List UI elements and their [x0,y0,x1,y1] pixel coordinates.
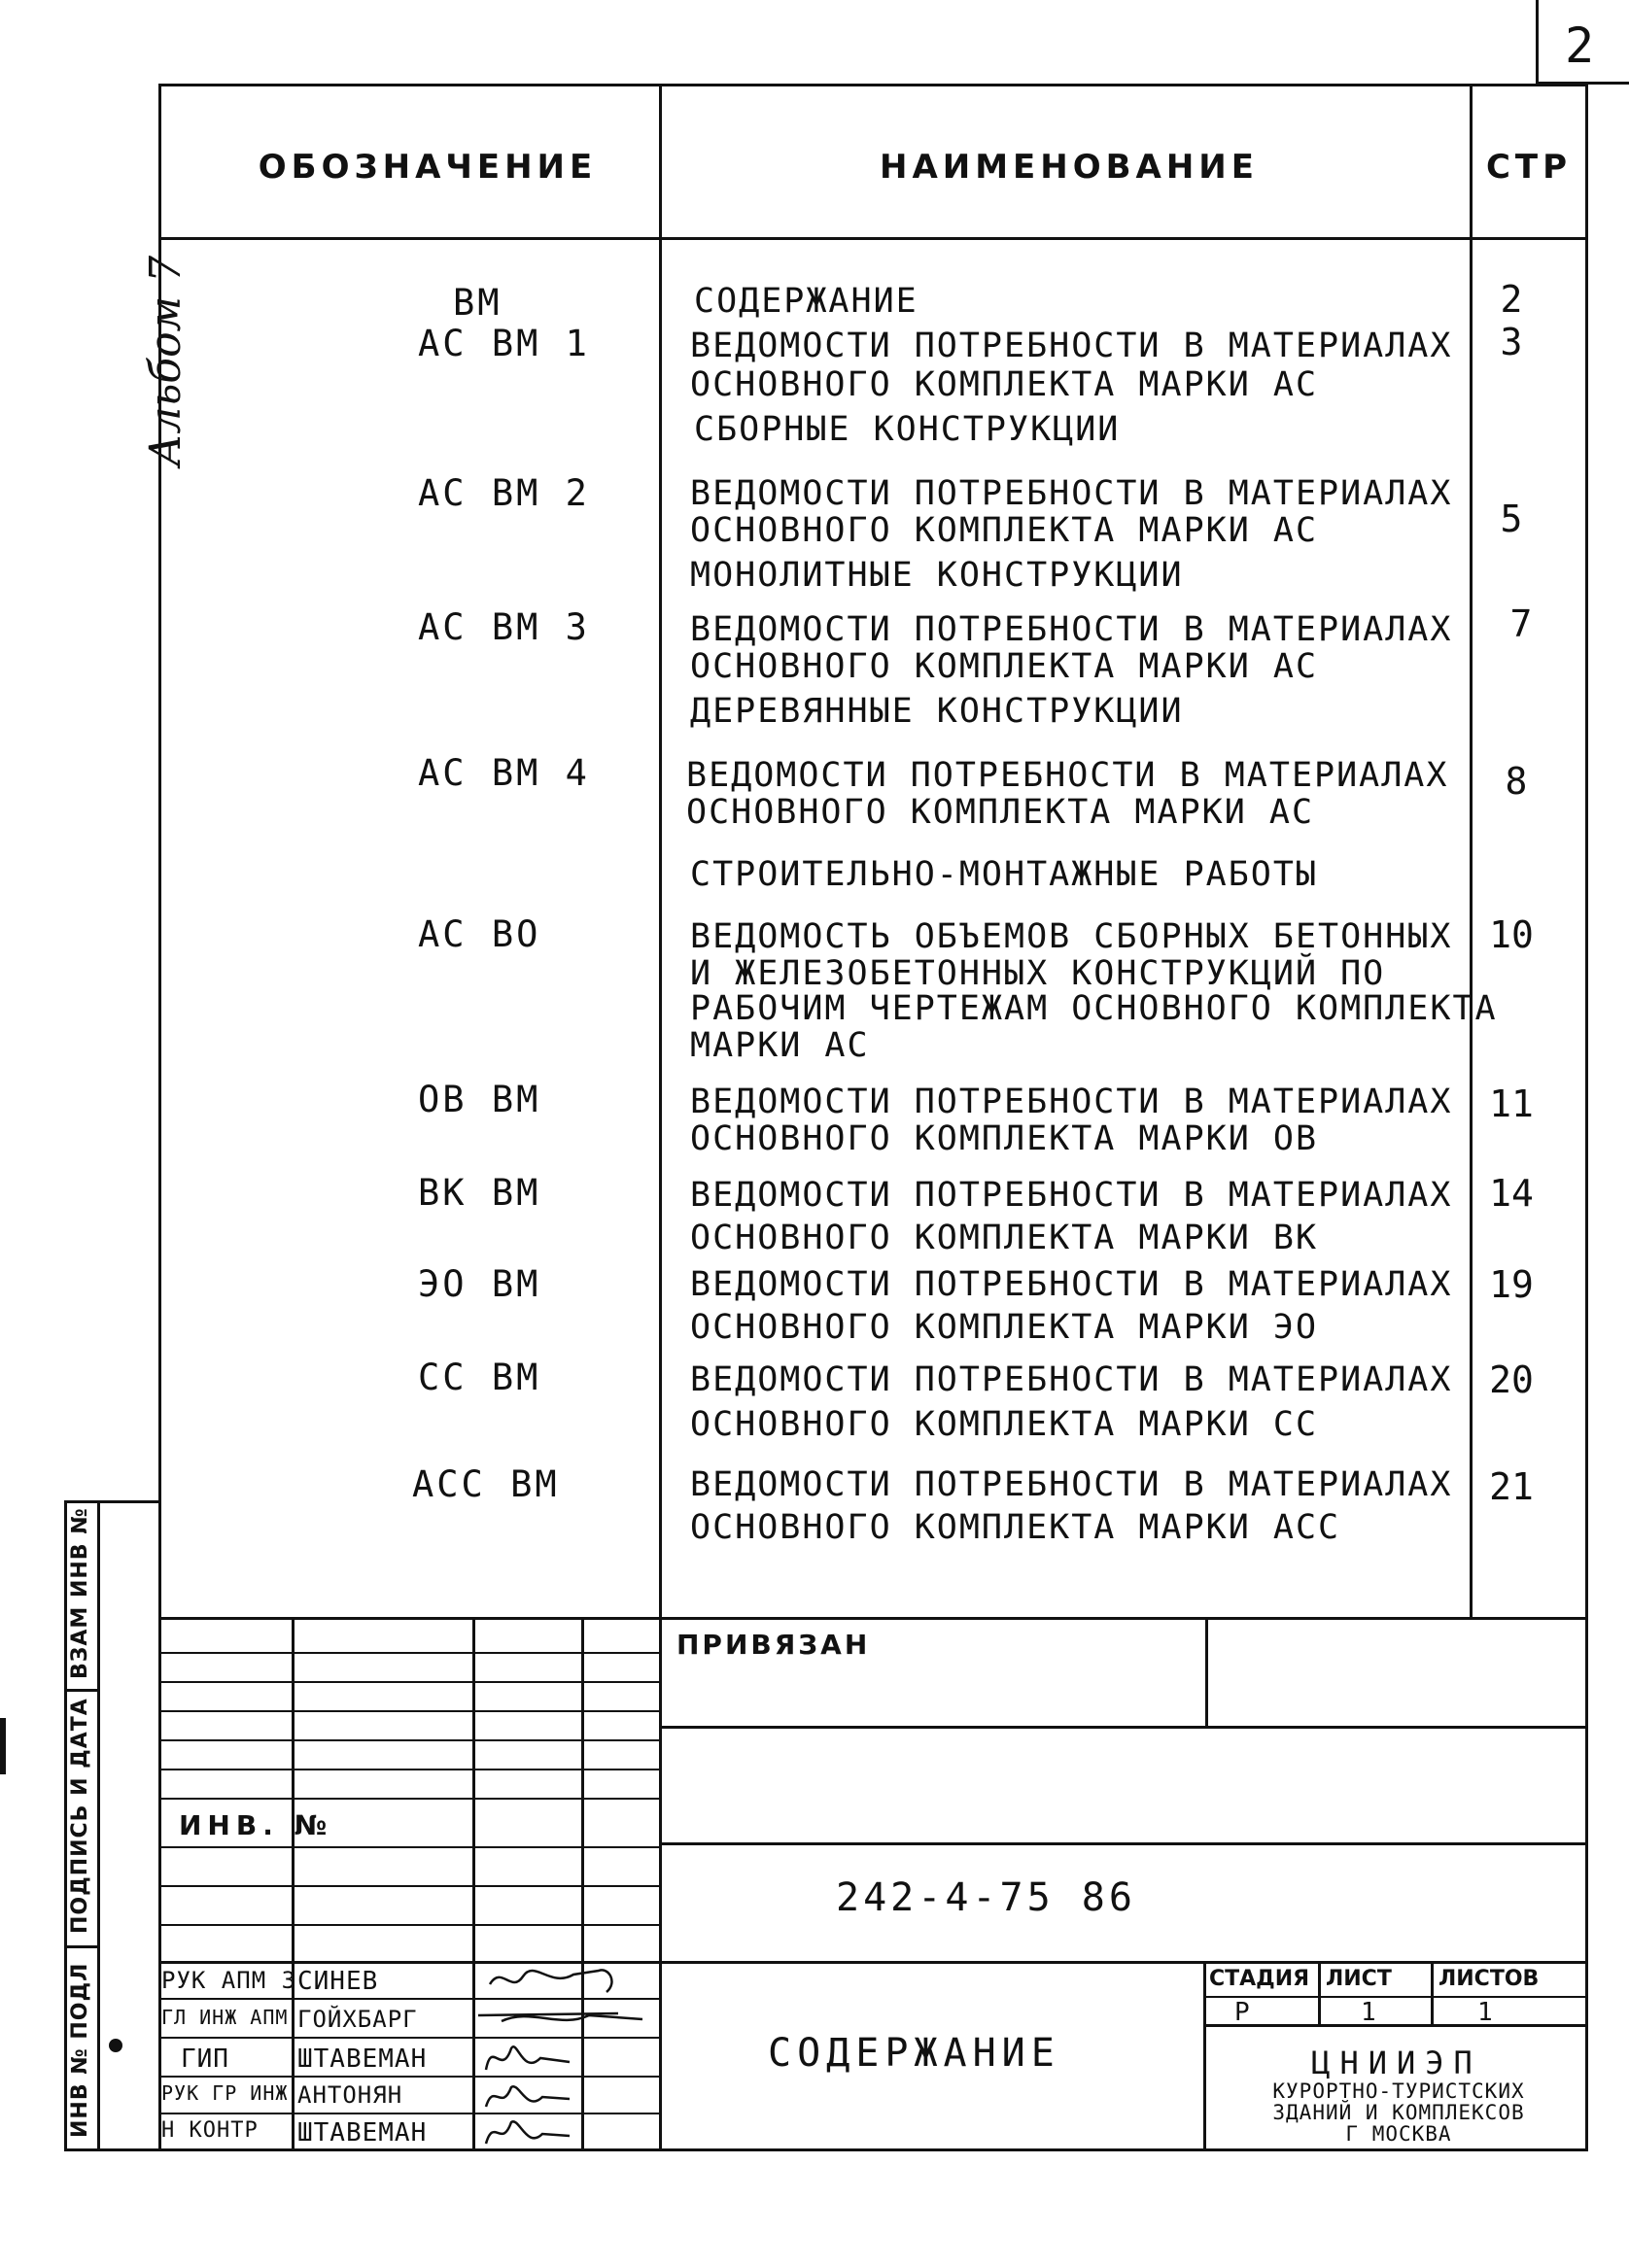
sheet-value: 1 [1361,1998,1377,2027]
row-name-line: ОСНОВНОГО КОМПЛЕКТА МАРКИ АС [690,647,1319,686]
tb-row-line [158,1710,661,1712]
row-name-line: ВЕДОМОСТИ ПОТРЕБНОСТИ В МАТЕРИАЛАХ [690,610,1453,649]
stage-label: СТАДИЯ [1209,1967,1310,1991]
project-code: 242-4-75 86 [836,1875,1136,1920]
header-bottom-line [158,237,1588,240]
signature-3 [486,2046,570,2070]
staff-role: ГЛ ИНЖ АПМ [161,2006,289,2029]
sign-date-label: ПОДПИСЬ И ДАТА [68,1698,92,1934]
sheets-label: ЛИСТОВ [1438,1967,1540,1991]
inv-orig-label: ИНВ № ПОДЛ [68,1962,92,2138]
row-name-line: ВЕДОМОСТИ ПОТРЕБНОСТИ В МАТЕРИАЛАХ [690,326,1453,365]
staff-name: СИНЕВ [297,1967,379,1996]
replace-inv-label: ВЗАМ ИНВ № [68,1507,92,1679]
tb-row-line [158,1681,661,1683]
stage-mid-line [1205,1996,1588,1998]
staff-role: Н КОНТР [161,2118,259,2143]
row-name-line: ОСНОВНОГО КОМПЛЕКТА МАРКИ СС [690,1405,1319,1444]
row-code: ЭО ВМ [418,1263,541,1305]
row-name-line: ВЕДОМОСТИ ПОТРЕБНОСТИ В МАТЕРИАЛАХ [686,756,1449,795]
row-name-line: МАРКИ АС [690,1026,870,1065]
punch-dot-icon [109,2039,122,2052]
row-code: АСС ВМ [412,1463,560,1505]
row-name-line: ВЕДОМОСТИ ПОТРЕБНОСТИ В МАТЕРИАЛАХ [690,1176,1453,1215]
stage-col-2 [1431,1963,1434,2027]
sheets-value: 1 [1477,1998,1494,2027]
tb-row-line [158,1652,661,1654]
section-title: МОНОЛИТНЫЕ КОНСТРУКЦИИ [690,556,1184,595]
album-label: Альбом 7 [141,255,191,466]
stage-value: Р [1234,1998,1251,2027]
binding-mark-icon [0,1718,6,1774]
signature-2 [478,2013,642,2021]
row-code: ОВ ВМ [418,1079,541,1120]
signature-5 [486,2121,570,2144]
row-code: АС ВМ 3 [418,606,590,648]
titleblock-top-line [158,1617,1588,1620]
section-title: СБОРНЫЕ КОНСТРУКЦИИ [694,410,1121,449]
staff-role: РУК ГР ИНЖ [161,2081,289,2105]
row-name-line: И ЖЕЛЕЗОБЕТОННЫХ КОНСТРУКЦИЙ ПО [690,954,1386,993]
row-name-line: ОСНОВНОГО КОМПЛЕКТА МАРКИ АС [690,511,1319,550]
row-name-line: ОСНОВНОГО КОМПЛЕКТА МАРКИ АС [686,793,1315,832]
tb-right-h2 [659,1842,1588,1845]
row-name-line: ВЕДОМОСТИ ПОТРЕБНОСТИ В МАТЕРИАЛАХ [690,1360,1453,1399]
header-name: НАИМЕНОВАНИЕ [879,148,1259,187]
row-name-line: ОСНОВНОГО КОМПЛЕКТА МАРКИ ЭО [690,1308,1319,1347]
section-title: ДЕРЕВЯННЫЕ КОНСТРУКЦИИ [690,692,1184,731]
row-name-line: ВЕДОМОСТИ ПОТРЕБНОСТИ В МАТЕРИАЛАХ [690,1465,1453,1504]
row-page: 21 [1489,1465,1534,1508]
row-page: 20 [1489,1358,1534,1401]
row-name-line: ОСНОВНОГО КОМПЛЕКТА МАРКИ АСС [690,1508,1341,1547]
pagebox-left-line [1536,0,1539,84]
row-page: 5 [1500,498,1523,540]
row-name-line: ВЕДОМОСТЬ ОБЪЕМОВ СБОРНЫХ БЕТОННЫХ [690,917,1453,956]
section-title: СТРОИТЕЛЬНО-МОНТАЖНЫЕ РАБОТЫ [690,855,1319,894]
signatures [472,1961,725,2151]
tb-row-line [158,1885,661,1887]
attached-label: ПРИВЯЗАН [676,1629,871,1661]
staff-role: РУК АПМ 3 [161,1967,297,1994]
row-name-line: ВЕДОМОСТИ ПОТРЕБНОСТИ В МАТЕРИАЛАХ [690,1082,1453,1121]
staff-name: ГОЙХБАРГ [297,2006,418,2033]
row-page: 7 [1509,602,1533,645]
side-stamp-mid-line [97,1500,100,2151]
row-code: АС ВМ 1 [418,323,590,364]
row-page: 11 [1489,1082,1534,1125]
row-page: 3 [1500,321,1523,363]
row-name-line: РАБОЧИМ ЧЕРТЕЖАМ ОСНОВНОГО КОМПЛЕКТА [690,989,1498,1028]
row-page: 10 [1489,913,1534,956]
sheet-label: ЛИСТ [1326,1967,1392,1991]
tb-attached-divider [1205,1617,1208,1726]
row-page: 14 [1489,1172,1534,1215]
tb-row-line [158,1769,661,1770]
row-code: ВМ [453,282,503,324]
tb-col-1 [292,1617,295,2151]
row-name-line: ОСНОВНОГО КОМПЛЕКТА МАРКИ ОВ [690,1119,1319,1158]
org-line: КУРОРТНО-ТУРИСТСКИХ [1272,2079,1525,2103]
row-name-line: ВЕДОМОСТИ ПОТРЕБНОСТИ В МАТЕРИАЛАХ [690,1265,1453,1304]
staff-name: АНТОНЯН [297,2081,403,2109]
signature-4 [486,2086,570,2107]
inv-no-label: ИНВ. № [179,1809,333,1841]
tb-right-h1 [659,1726,1588,1729]
row-page: 19 [1489,1263,1534,1306]
row-code: СС ВМ [418,1357,541,1398]
row-name-line: ВЕДОМОСТИ ПОТРЕБНОСТИ В МАТЕРИАЛАХ [690,474,1453,513]
org-line: Г МОСКВА [1345,2122,1452,2146]
row-code: АС ВМ 2 [418,472,590,514]
row-code: АС ВО [418,913,541,955]
signature-1 [490,1970,611,1992]
header-page: СТР [1485,148,1573,187]
row-page: 8 [1505,760,1528,803]
tb-row-line [158,1739,661,1741]
sheet-title: СОДЕРЖАНИЕ [768,2031,1060,2076]
tb-row-line [158,1846,661,1848]
tb-row-line [158,1924,661,1926]
row-name-line: СОДЕРЖАНИЕ [694,282,918,321]
side-stamp-div-1 [64,1689,100,1692]
staff-role: ГИП [181,2045,229,2074]
stage-col-1 [1318,1963,1321,2027]
page-number: 2 [1564,17,1595,74]
header-designation: ОБОЗНАЧЕНИЕ [258,148,598,187]
org-name: ЦНИИЭП [1311,2045,1482,2081]
row-page: 2 [1500,278,1523,321]
tb-row-line [158,1798,661,1800]
row-code: ВК ВМ [418,1172,541,1214]
side-stamp-div-2 [64,1945,100,1948]
row-name-line: ОСНОВНОГО КОМПЛЕКТА МАРКИ ВК [690,1219,1319,1257]
staff-name: ШТАВЕМАН [297,2118,428,2148]
row-name-line: ОСНОВНОГО КОМПЛЕКТА МАРКИ АС [690,365,1319,404]
col-divider-1 [659,84,662,1619]
org-line: ЗДАНИЙ И КОМПЛЕКСОВ [1272,2101,1525,2124]
staff-name: ШТАВЕМАН [297,2045,428,2074]
row-code: АС ВМ 4 [418,752,590,794]
